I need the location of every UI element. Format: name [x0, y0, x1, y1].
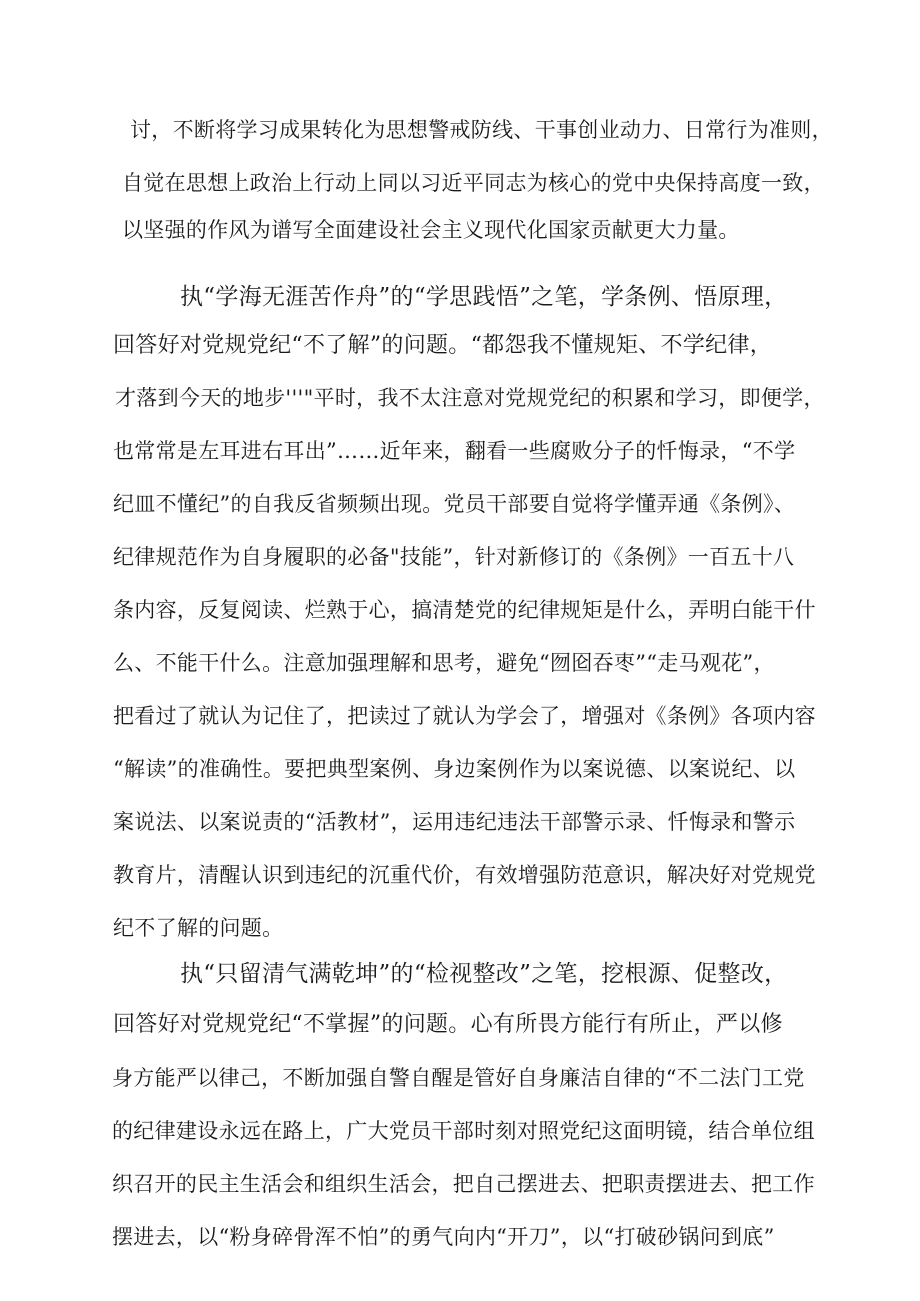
- p1-line-2: 自觉在思想上政治上行动上同以习近平同志为核心的党中央保持高度一致，: [122, 171, 825, 195]
- p3-line-6: 摆进去，以“粉身碎骨浑不怕”的勇气向内“开刀”，以“打破砂锅问到底”: [112, 1225, 775, 1249]
- p2-line-3: 才落到今天的地步'''"平时，我不太注意对党规党纪的积累和学习，即便学，: [115, 386, 825, 410]
- p2-line-5: 纪皿不懂纪”的自我反省频频出现。党员干部要自觉将学懂弄通《条例》、: [113, 492, 796, 516]
- p2-line-11: 案说法、以案说责的“活教材”，运用违纪违法干部警示录、忏悔录和警示: [113, 810, 796, 834]
- p3-line-3: 身方能严以律己，不断加强自警自醒是管好自身廉洁自律的“不二法门工党: [112, 1066, 805, 1090]
- p3-line-1: 执“只留清气满乾坤”的“检视整改”之笔，挖根源、促整改，: [180, 961, 788, 987]
- p2-line-10: “解读”的准确性。要把典型案例、身边案例作为以案说德、以案说纪、以: [113, 757, 796, 781]
- p3-line-4: 的纪律建设永远在路上，广大党员干部时刻对照党纪这面明镜，结合单位组: [112, 1119, 815, 1143]
- p2-line-4: 也常常是左耳进右耳出”……近年来，翻看一些腐败分子的忏悔录，“不学: [113, 439, 796, 463]
- p2-line-1: 执“学海无涯苦作舟”的“学思践悟”之笔，学条例、悟原理，: [180, 284, 788, 310]
- p3-line-2: 回答好对党规党纪“不掌握”的问题。心有所畏方能行有所止，严以修: [113, 1012, 783, 1037]
- p2-line-9: 把看过了就认为记住了，把读过了就认为学会了，增强对《条例》各项内容: [113, 704, 816, 728]
- p2-line-7: 条内容，反复阅读、烂熟于心，搞清楚党的纪律规矩是什么，弄明白能干什: [113, 598, 816, 622]
- p2-line-8: 么、不能干什么。注意加强理解和思考，避免“囫囵吞枣”“走马观花”，: [113, 651, 775, 675]
- p2-line-6: 纪律规范作为自身履职的必备"技能”，针对新修订的《条例》一百五十八: [113, 545, 795, 569]
- p1-line-3: 以坚强的作风为谱写全面建设社会主义现代化国家贡献更大力量。: [122, 218, 740, 242]
- p2-line-13: 纪不了解的问题。: [113, 916, 284, 940]
- p1-line-1: 讨，不断将学习成果转化为思想警戒防线、干事创业动力、日常行为准则，: [130, 118, 833, 142]
- p2-line-2: 回答好对党规党纪“不了解”的问题。“都怨我不懂规矩、不学纪律，: [113, 333, 773, 358]
- p2-line-12: 教育片，清醒认识到违纪的沉重代价，有效增强防范意识，解决好对党规党: [113, 863, 816, 887]
- p3-line-5: 织召开的民主生活会和组织生活会，把自己摆进去、把职责摆进去、把工作: [112, 1172, 815, 1196]
